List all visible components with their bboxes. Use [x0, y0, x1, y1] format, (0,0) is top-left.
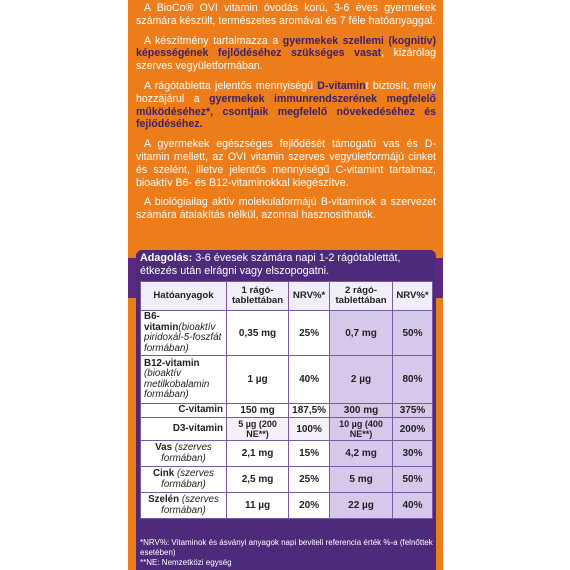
nrv-1-value: 15% — [289, 441, 330, 467]
nrv-1-value: 25% — [289, 467, 330, 493]
two-tablet-value: 5 mg — [330, 467, 393, 493]
nrv-2-value: 30% — [392, 441, 432, 467]
p2-part-a: A készítmény tartalmazza a — [144, 34, 283, 47]
intro-paragraph-3 — [136, 80, 436, 131]
table-header-row — [141, 282, 433, 311]
table-row — [141, 441, 433, 467]
intro-paragraph-5: A biológiailag aktív molekulaformájú B-vitaminok a szervezet számára átalakítás nélkül, azonnal hasznosíthatók. — [136, 196, 436, 222]
table-row — [141, 356, 433, 404]
ingredient-title: Vas — [155, 442, 173, 453]
nrv-2-value: 40% — [392, 493, 432, 519]
ingredient-detail: (bioaktív piridoxál-5-foszfát formában) — [144, 321, 222, 354]
ingredient-name — [141, 441, 227, 467]
description-text — [136, 2, 436, 229]
nrv-1-value: 187,5% — [289, 404, 330, 418]
one-tablet-value: 5 µg (200 NE**) — [226, 418, 288, 441]
nrv-1-value: 40% — [289, 356, 330, 404]
nrv-1-value: 100% — [289, 418, 330, 441]
intro-paragraph-4: A gyermekek egészséges fejlődését támogatú vas és D-vitamin mellett, az OVI vitamin szerves vegyületformájú cinket és szelént, illetve jelentős mennyiségű C-vitamint tartalmaz, bioaktív B6- és B12-vitaminokkal kiegészítve. — [136, 138, 436, 189]
p3-highlight-immune: gyermekek immunrendszerének megfelelő működéséhez*, csontjaik megfelelő növekedéséhez és fejlődéséhez. — [136, 92, 436, 131]
intro-paragraph-1: A BioCo® OVI vitamin óvodás korú, 3-6 éves gyermekek számára készült, természetes aromával és 7 féle hatóanyaggal. — [136, 2, 436, 27]
one-tablet-value: 2,1 mg — [226, 441, 288, 467]
two-tablet-value: 22 µg — [330, 493, 393, 519]
nrv-2-value: 80% — [392, 356, 432, 404]
right-accent-bar — [435, 258, 443, 298]
ingredient-name — [141, 493, 227, 519]
ingredient-title: Szelén — [148, 494, 180, 505]
two-tablet-value: 10 µg (400 NE**) — [330, 418, 393, 441]
table-row — [141, 418, 433, 441]
nrv-2-value: 50% — [392, 311, 432, 356]
ingredient-title: B6-vitamin — [144, 311, 179, 333]
ingredient-name — [141, 467, 227, 493]
two-tablet-value: 300 mg — [330, 404, 393, 418]
ingredient-name — [141, 418, 227, 441]
ingredient-name — [141, 311, 227, 356]
p3-part-a: A rágótabletta jelentős mennyiségű — [144, 79, 318, 92]
one-tablet-value: 1 µg — [226, 356, 288, 404]
nrv-1-value: 25% — [289, 311, 330, 356]
table-row — [141, 404, 433, 418]
one-tablet-value: 2,5 mg — [226, 467, 288, 493]
two-tablet-value: 2 µg — [330, 356, 393, 404]
p3-part-c: t biztosít, mely hozzájárul a — [136, 79, 436, 105]
nrv-2-value: 375% — [392, 404, 432, 418]
dosage-label: Adagolás: — [140, 252, 193, 264]
ingredient-name — [141, 404, 227, 418]
ingredient-title: B12-vitamin — [144, 357, 200, 369]
ingredient-title: C-vitamin — [178, 404, 223, 416]
ingredient-detail: (szerves formában) — [161, 442, 212, 464]
two-tablet-value: 4,2 mg — [330, 441, 393, 467]
nrv-1-value: 20% — [289, 493, 330, 519]
nrv-2-value: 50% — [392, 467, 432, 493]
table-row — [141, 311, 433, 356]
footnote-ne: **NE: Nemzetközi egység — [140, 558, 232, 567]
table-row — [141, 467, 433, 493]
dosage-instructions: 3-6 évesek számára napi 1-2 rágótablettát, étkezés után elrágni vagy elszopogatni. — [140, 252, 401, 277]
table-row — [141, 493, 433, 519]
intro-paragraph-2 — [136, 35, 436, 73]
p2-highlight: gyermekek szellemi (kognitív) képességének fejlődéséhez szükséges vasat — [136, 34, 436, 60]
dosage-text — [140, 252, 432, 278]
one-tablet-value: 11 µg — [226, 493, 288, 519]
nrv-2-value: 200% — [392, 418, 432, 441]
ingredient-detail: (szerves formában) — [161, 468, 214, 490]
left-accent-bar — [128, 258, 136, 298]
ingredient-detail: (szerves formában) — [161, 494, 219, 516]
ingredient-detail: (bioaktív metilkobalamin formában) — [144, 368, 210, 400]
header-nrv-2: NRV%* — [392, 282, 432, 311]
header-two-tablets: 2 rágó-tablettában — [330, 282, 393, 311]
footnote-nrv: *NRV%: Vitaminok és ásványi anyagok napi beviteli referencia érték %-a (felnőttek esetében) — [140, 538, 433, 557]
p3-highlight-vitamin: D-vitamin — [317, 79, 366, 92]
header-nrv-1: NRV%* — [289, 282, 330, 311]
one-tablet-value: 150 mg — [226, 404, 288, 418]
footnotes — [140, 538, 433, 568]
p2-part-c: , kizárólag szerves vegyületformában. — [136, 47, 436, 73]
ingredient-title: D3-vitamin — [172, 422, 223, 434]
ingredient-title: Cink — [152, 468, 175, 479]
header-one-tablet: 1 rágó-tablettában — [226, 282, 288, 311]
ingredients-table — [140, 281, 433, 519]
ingredient-name — [141, 356, 227, 404]
header-ingredients: Hatóanyagok — [141, 282, 227, 311]
two-tablet-value: 0,7 mg — [330, 311, 393, 356]
one-tablet-value: 0,35 mg — [226, 311, 288, 356]
